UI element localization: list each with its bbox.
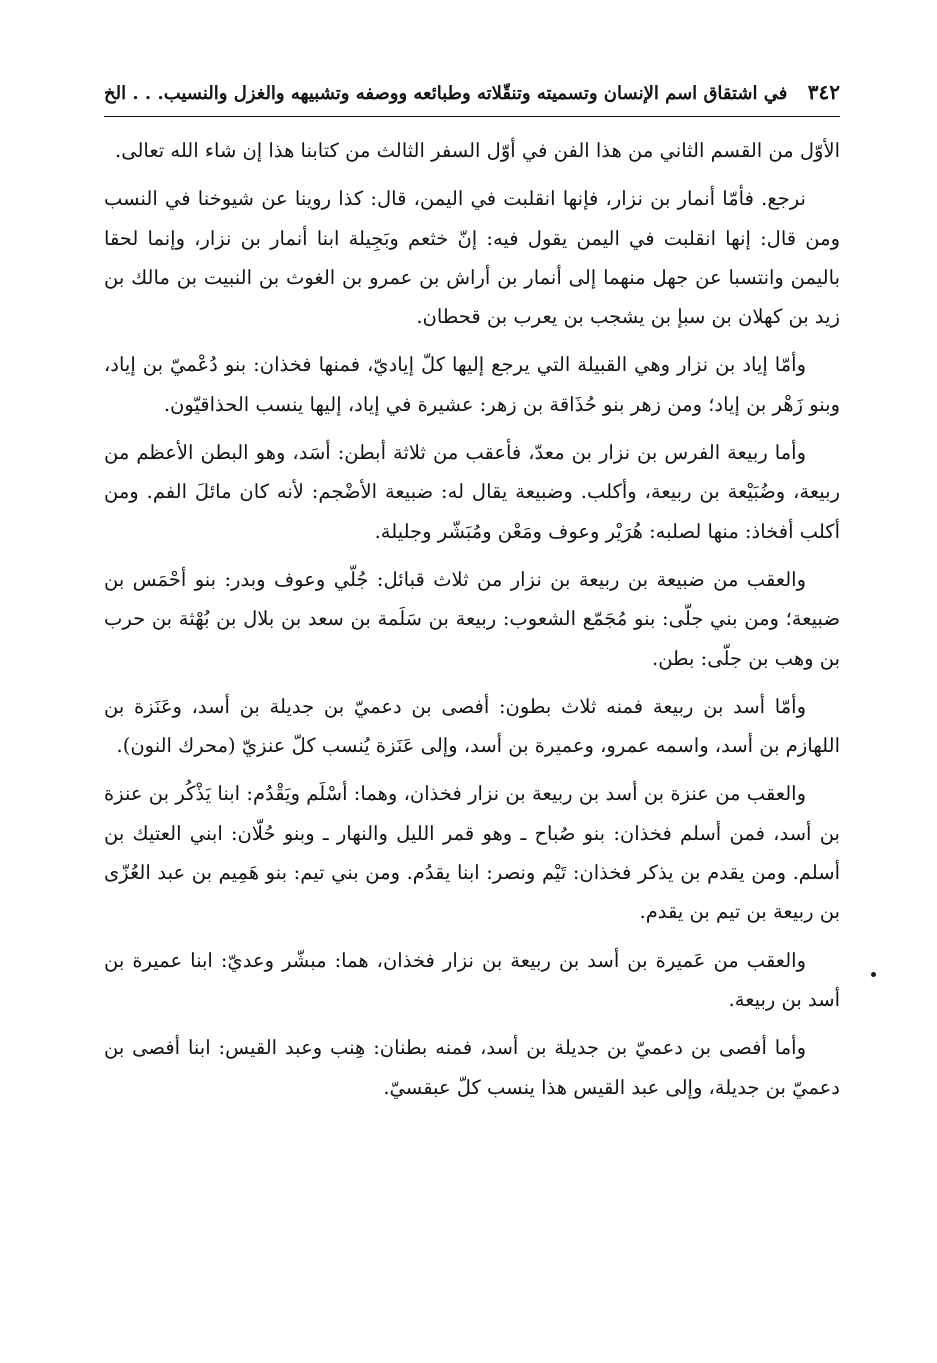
margin-dot [871, 972, 876, 977]
document-page [104, 72, 840, 1107]
paragraph-amira: والعقب من عَميرة بن أسد بن ربيعة بن نزار فخذان، هما: مبشّر وعديّ: ابنا عميرة بن أسد بن ربيعة. [104, 948, 840, 1011]
paragraph-anaza: والعقب من عنزة بن أسد بن ربيعة بن نزار فخذان، وهما: أسْلَم ويَقْدُم: ابنا يَذْكُر بن عنزة بن أسد، فمن أسلم فخذان: بنو صُباح ـ وهو قمر الليل والنهار ـ وبنو حُلّان: ابني العتيك بن أسلم. ومن يقدم بن يذكر فخذان: تَيْم ونصر: ابنا يقدُم. ومن بني تيم: بنو هَمِيم بن عبد العُزّى بن ربيعة بن تيم بن يقدم. [104, 782, 840, 924]
running-header [104, 72, 840, 112]
paragraph-iyad: وأمّا إياد بن نزار وهي القبيلة التي يرجع إليها كلّ إياديّ، فمنها فخذان: بنو دُعْميّ بن إياد، وبنو زَهْر بن إياد؛ ومن زهر بنو حُذَاقة بن زهر: عشيرة في إياد، إليها ينسب الحذاقيّون. [104, 353, 840, 416]
paragraph-asad: وأمّا أسد بن ربيعة فمنه ثلاث بطون: أفصى بن دعميّ بن جديلة بن أسد، وعَنَزة بن اللهازم بن أسد، واسمه عمرو، وعميرة بن أسد، وإلى عَنَزة يُنسب كلّ عنزيّ (محرك النون). [104, 694, 840, 758]
header-rule [104, 116, 840, 117]
paragraph-afsa: وأما أفصى بن دعميّ بن جديلة بن أسد، فمنه بطنان: هِنب وعبد القيس: ابنا أفصى بن دعميّ بن جديلة، وإلى عبد القيس هذا ينسب كلّ عبقسيّ. [104, 1036, 840, 1099]
body-text [104, 131, 840, 1107]
paragraph-dubaia: والعقب من ضبيعة بن ربيعة بن نزار من ثلاث قبائل: جُلّي وعوف وبدر: بنو أحْمَس بن ضبيعة؛ ومن بني جلّى: بنو مُجَمّع الشعوب: ربيعة بن سَلَمة بن سعد بن بلال بن بُهْثة بن حرب بن وهب بن جلّى: بطن. [104, 567, 840, 670]
running-title: في اشتقاق اسم الإنسان وتسميته وتنقّلاته وطبائعه ووصفه وتشبيهه والغزل والنسيب. . . الخ [104, 83, 788, 104]
paragraph-anmar: نرجع. فأمّا أنمار بن نزار، فإنها انقلبت في اليمن، قال: كذا روينا عن شيوخنا في النسب ومن قال: إنها انقلبت في اليمن يقول فيه: إنّ خثعم وبَجِيلة ابنا أنمار بن نزار، وإنما لحقا باليمن وانتسبا عن جهل منهما إلى أنمار بن أراش بن عمرو بن الغوث بن النبيت بن مالك بن زيد بن كهلان بن سبإ بن يشجب بن يعرب بن قحطان. [104, 187, 840, 329]
paragraph-continuation: الأوّل من القسم الثاني من هذا الفن في أوّل السفر الثالث من كتابنا هذا إن شاء الله تعالى. [115, 139, 840, 162]
paragraph-rabia: وأما ربيعة الفرس بن نزار بن معدّ، فأعقب من ثلاثة أبطن: أسَد، وهو البطن الأعظم من ربيعة، وضُبَيْعة بن ربيعة، وأكلب. وضبيعة يقال له: ضبيعة الأضْجم: لأنه كان مائلَ الفم. ومن أكلب أفخاذ: منها لصلبه: هُرَيْر وعوف ومَعْن ومُبَشّر وجليلة. [104, 441, 840, 543]
page-number: ٣٤٢ [807, 80, 840, 104]
